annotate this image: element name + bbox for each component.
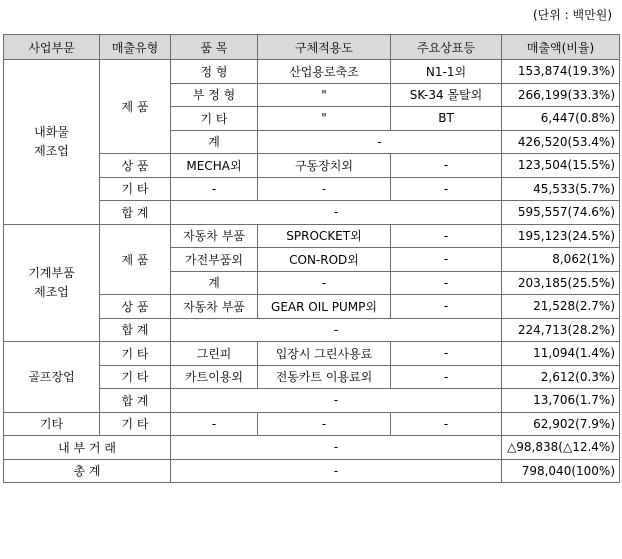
amount-cell: 11,094(1.4%) — [502, 342, 620, 366]
amount-cell: 266,199(33.3%) — [502, 83, 620, 107]
header-usage: 구체적용도 — [258, 35, 391, 60]
table-row — [4, 459, 620, 483]
usage-cell: 구동장치외 — [258, 154, 391, 178]
type-goods-cell: 상 품 — [100, 295, 171, 319]
brand-cell: N1-1외 — [391, 60, 502, 84]
amount-cell: △98,838(△12.4%) — [502, 436, 620, 460]
item-cell: 계 — [171, 130, 258, 154]
brand-cell: - — [391, 248, 502, 272]
amount-cell: 21,528(2.7%) — [502, 295, 620, 319]
item-cell: 가전부품외 — [171, 248, 258, 272]
brand-cell: - — [391, 412, 502, 436]
type-other-cell: 기 타 — [100, 365, 171, 389]
header-amount: 매출액(비율) — [502, 35, 620, 60]
amount-cell: 2,612(0.3%) — [502, 365, 620, 389]
item-cell: MECHA외 — [171, 154, 258, 178]
brand-cell: - — [391, 342, 502, 366]
table-row — [4, 412, 620, 436]
grand-total-label: 총 계 — [4, 459, 171, 483]
usage-cell: GEAR OIL PUMP외 — [258, 295, 391, 319]
table-row — [4, 224, 620, 248]
merged-cell: - — [171, 318, 502, 342]
usage-cell: CON-ROD외 — [258, 248, 391, 272]
item-cell: - — [171, 412, 258, 436]
merged-cell: - — [171, 201, 502, 225]
division-etc-cell: 기타 — [4, 412, 100, 436]
item-cell: 자동차 부품 — [171, 224, 258, 248]
brand-cell: - — [391, 271, 502, 295]
usage-cell: 입장시 그린사용료 — [258, 342, 391, 366]
amount-cell: 798,040(100%) — [502, 459, 620, 483]
type-total-cell: 합 계 — [100, 389, 171, 413]
amount-cell: 13,706(1.7%) — [502, 389, 620, 413]
merged-cell: - — [171, 436, 502, 460]
header-item: 품 목 — [171, 35, 258, 60]
division-machinery-line1: 기계부품 — [28, 265, 75, 280]
amount-cell: 123,504(15.5%) — [502, 154, 620, 178]
merged-cell: - — [171, 389, 502, 413]
amount-cell: 8,062(1%) — [502, 248, 620, 272]
item-cell: 계 — [171, 271, 258, 295]
amount-cell: 153,874(19.3%) — [502, 60, 620, 84]
amount-cell: 45,533(5.7%) — [502, 177, 620, 201]
header-brand: 주요상표등 — [391, 35, 502, 60]
item-cell: - — [171, 177, 258, 201]
division-machinery-cell — [4, 224, 100, 342]
internal-transaction-label: 내 부 거 래 — [4, 436, 171, 460]
amount-cell: 195,123(24.5%) — [502, 224, 620, 248]
amount-cell: 224,713(28.2%) — [502, 318, 620, 342]
usage-cell: - — [258, 412, 391, 436]
merged-cell: - — [171, 459, 502, 483]
brand-cell: - — [391, 365, 502, 389]
division-refractory-line2: 제조업 — [34, 143, 69, 158]
usage-cell: 산업용로축조 — [258, 60, 391, 84]
type-product-cell: 제 품 — [100, 60, 171, 154]
division-golf-cell: 골프장업 — [4, 342, 100, 413]
type-total-cell: 합 계 — [100, 201, 171, 225]
item-cell: 정 형 — [171, 60, 258, 84]
item-cell: 그린피 — [171, 342, 258, 366]
type-total-cell: 합 계 — [100, 318, 171, 342]
amount-cell: 6,447(0.8%) — [502, 107, 620, 131]
usage-cell: " — [258, 83, 391, 107]
type-other-cell: 기 타 — [100, 412, 171, 436]
table-row — [4, 342, 620, 366]
division-refractory-cell — [4, 60, 100, 225]
table-row — [4, 436, 620, 460]
header-sales-type: 매출유형 — [100, 35, 171, 60]
amount-cell: 426,520(53.4%) — [502, 130, 620, 154]
usage-cell: - — [258, 271, 391, 295]
sales-table — [3, 34, 620, 483]
usage-cell: SPROCKET외 — [258, 224, 391, 248]
type-other-cell: 기 타 — [100, 177, 171, 201]
usage-cell: 전동카트 이용료외 — [258, 365, 391, 389]
brand-cell: - — [391, 224, 502, 248]
merged-cell: - — [258, 130, 502, 154]
header-division: 사업부문 — [4, 35, 100, 60]
division-refractory-line1: 내화물 — [34, 124, 69, 139]
usage-cell: " — [258, 107, 391, 131]
type-product-cell: 제 품 — [100, 224, 171, 295]
amount-cell: 62,902(7.9%) — [502, 412, 620, 436]
item-cell: 자동차 부품 — [171, 295, 258, 319]
type-goods-cell: 상 품 — [100, 154, 171, 178]
division-machinery-line2: 제조업 — [34, 284, 69, 299]
brand-cell: BT — [391, 107, 502, 131]
unit-label: (단위 : 백만원) — [533, 8, 612, 22]
table-row — [4, 60, 620, 84]
type-other-cell: 기 타 — [100, 342, 171, 366]
usage-cell: - — [258, 177, 391, 201]
amount-cell: 595,557(74.6%) — [502, 201, 620, 225]
item-cell: 부 정 형 — [171, 83, 258, 107]
brand-cell: - — [391, 177, 502, 201]
amount-cell: 203,185(25.5%) — [502, 271, 620, 295]
brand-cell: SK-34 몰탈외 — [391, 83, 502, 107]
brand-cell: - — [391, 295, 502, 319]
brand-cell: - — [391, 154, 502, 178]
header-row — [4, 35, 620, 60]
item-cell: 카트이용외 — [171, 365, 258, 389]
item-cell: 기 타 — [171, 107, 258, 131]
